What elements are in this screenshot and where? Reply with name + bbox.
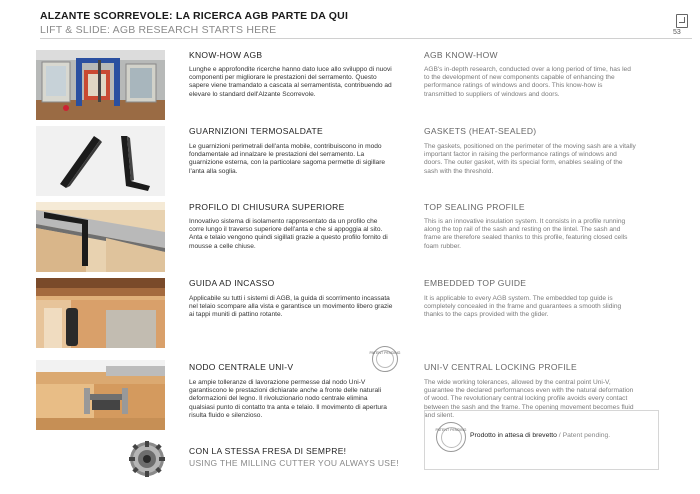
header-divider [40, 38, 692, 39]
section-body-it-top-sealing: Innovativo sistema di isolamento rappresentato da un profilo che corre lungo il traverso superiore dell'anta e che si appoggia al sito. Anta e telaio vengono quindi sigillati grazie a questo profilo fornito di mousse a celle chiuse. [189, 218, 388, 250]
photo-top-sealing [36, 202, 165, 272]
section-body-it-knowhow: Lunghe e approfondite ricerche hanno dato luce allo sviluppo di nuovi componenti per migliorare le prestazioni del serramento. Questo sapere viene tramandato a cascata al serramentista, contribuendo ad elevare lo standard dell'Alzante Scorrevole. [189, 66, 392, 98]
section-body-it-gaskets: Le guarnizioni perimetrali dell'anta mobile, contribuiscono in modo fondamentale ad innalzare le prestazioni del serramento. La guarnizione esterna, con la particolare sagoma permette di sigillare l'anta alla soglia. [189, 143, 386, 175]
section-title-it-uniV: NODO CENTRALE UNI-V [189, 362, 294, 372]
sealing-profile-image [36, 202, 165, 272]
page-subtitle: LIFT & SLIDE: AGB RESEARCH STARTS HERE [40, 24, 277, 36]
section-body-it-guide: Applicabile su tutti i sistemi di AGB, la guida di scorrimento incassata nel telaio scompare alla vista e garantisce un movimento libero grazie ai tappi muniti di pattino rotante. [189, 295, 393, 319]
section-title-it-knowhow: KNOW-HOW AGB [189, 50, 263, 60]
workshop-image [36, 50, 165, 120]
patent-seal-footer-icon: PATENT PENDING [436, 422, 466, 452]
central-lock-image [36, 360, 165, 430]
patent-seal-icon: PATENT PENDING [372, 346, 398, 372]
photo-gaskets [36, 126, 165, 196]
embedded-guide-image [36, 278, 165, 348]
section-title-it-gaskets: GUARNIZIONI TERMOSALDATE [189, 126, 323, 136]
milling-cutter-image [128, 440, 166, 478]
section-body-en-uniV: The wide working tolerances, allowed by the central point Uni-V, guarantee the declared performances even with the natural deformation of wood. The revolutionary central locking profile avoids every contact between the sash and the frame. The opening movement becomes fluid and silent. [424, 379, 634, 419]
section-body-it-uniV: Le ampie tolleranze di lavorazione permesse dal nodo Uni-V garantiscono le prestazioni dichiarate anche a fronte delle naturali deformazioni del legno. Il rivoluzionario nodo centrale elimina qualsiasi punto di contatto tra anta e telaio. Il movimento di apertura risulta fluido e silenzioso. [189, 379, 387, 419]
milling-title-it: CON LA STESSA FRESA DI SEMPRE! [189, 446, 347, 456]
photo-milling-cutter [128, 440, 166, 478]
patent-label-en: Patent pending. [562, 432, 611, 439]
milling-title-en: USING THE MILLING CUTTER YOU ALWAYS USE! [189, 458, 399, 468]
section-body-en-guide: It is applicable to every AGB system. The embedded top guide is completely concealed in the frame and guarantees a smooth sliding thanks to the caps provided with the glider. [424, 295, 622, 319]
patent-label-separator: / [556, 432, 563, 439]
patent-label [470, 432, 610, 439]
photo-central-lock [36, 360, 165, 430]
section-body-en-gaskets: The gaskets, positioned on the perimeter of the moving sash are a vitally important factor in raising the performance ratings of windows and doors. The outer gasket, with its special form, enables sealing of the sash with the threshold. [424, 143, 636, 175]
photo-workshop [36, 50, 165, 120]
section-title-en-guide: EMBEDDED TOP GUIDE [424, 278, 527, 288]
section-title-en-knowhow: AGB KNOW-HOW [424, 50, 498, 60]
section-body-en-knowhow: AGB's in-depth research, conducted over a long period of time, has led to the development of new components capable of enhancing the performance ratings of windows and doors. This know-how is transmitted to suppliers of windows and doors. [424, 66, 631, 98]
section-body-en-top-sealing: This is an innovative insulation system. It consists in a profile running along the top rail of the sash and resting on the lintel. The sash and frame are therefore sealed thanks to this profile, featuring closed cells foam rubber. [424, 218, 628, 250]
section-title-en-top-sealing: TOP SEALING PROFILE [424, 202, 525, 212]
patent-label-it: Prodotto in attesa di brevetto [470, 432, 557, 439]
section-title-en-uniV: UNI-V CENTRAL LOCKING PROFILE [424, 362, 577, 372]
section-title-en-gaskets: GASKETS (HEAT-SEALED) [424, 126, 537, 136]
page-number: 53 [673, 29, 681, 36]
section-title-it-top-sealing: PROFILO DI CHIUSURA SUPERIORE [189, 202, 345, 212]
page-corner-icon [676, 14, 688, 28]
page-title: ALZANTE SCORREVOLE: LA RICERCA AGB PARTE DA QUI [40, 10, 349, 22]
gasket-image [36, 126, 165, 196]
section-title-it-guide: GUIDA AD INCASSO [189, 278, 275, 288]
photo-embedded-guide [36, 278, 165, 348]
